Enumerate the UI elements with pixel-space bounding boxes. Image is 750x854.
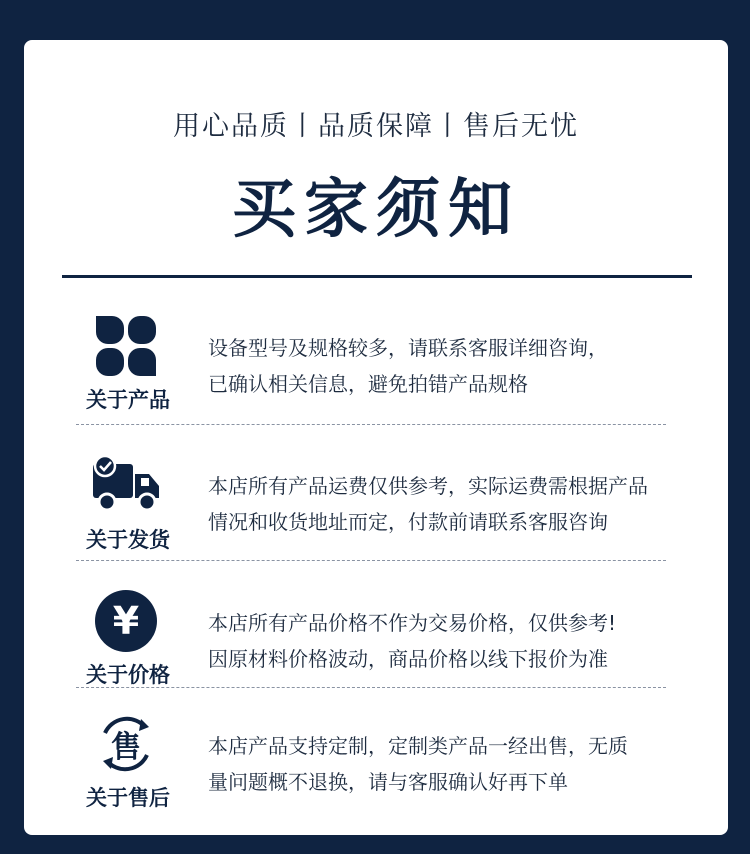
section-label: 关于产品 (86, 388, 170, 412)
after-sale-glyph: 售 (111, 730, 141, 765)
text-line: 设备型号及规格较多，请联系客服详细咨询， (208, 336, 608, 360)
section-shipping (64, 450, 692, 560)
text-line: 情况和收货地址而定，付款前请联系客服咨询 (208, 510, 608, 534)
dashed-divider (76, 560, 666, 561)
slogan: 用心品质丨品质保障丨售后无忧 (173, 111, 579, 142)
section-text (208, 605, 688, 677)
text-line: 本店产品支持定制，定制类产品一经出售，无质 (208, 734, 628, 758)
section-text (208, 330, 688, 402)
section-label: 关于价格 (86, 663, 170, 687)
yen-icon (90, 585, 162, 657)
yen-symbol: ¥ (95, 590, 157, 652)
section-text (208, 468, 688, 540)
text-line: 因原材料价格波动，商品价格以线下报价为准 (208, 647, 608, 671)
notice-card (24, 40, 728, 835)
section-label: 关于售后 (86, 786, 170, 810)
page-title: 买家须知 (232, 173, 520, 247)
section-label: 关于发货 (86, 528, 170, 552)
after-sale-icon (90, 708, 162, 780)
text-line: 本店所有产品价格不作为交易价格，仅供参考! (208, 611, 617, 635)
truck-icon (90, 450, 162, 522)
text-line: 本店所有产品运费仅供参考，实际运费需根据产品 (208, 474, 648, 498)
text-line: 已确认相关信息，避免拍错产品规格 (208, 372, 528, 396)
section-product (64, 310, 692, 420)
dashed-divider (76, 424, 666, 425)
section-price (64, 585, 692, 695)
dashed-divider (76, 687, 666, 688)
section-after-sale (64, 708, 692, 818)
text-line: 量问题概不退换，请与客服确认好再下单 (208, 770, 568, 794)
clover-icon (90, 310, 162, 382)
section-text (208, 728, 688, 800)
title-divider (62, 275, 692, 278)
